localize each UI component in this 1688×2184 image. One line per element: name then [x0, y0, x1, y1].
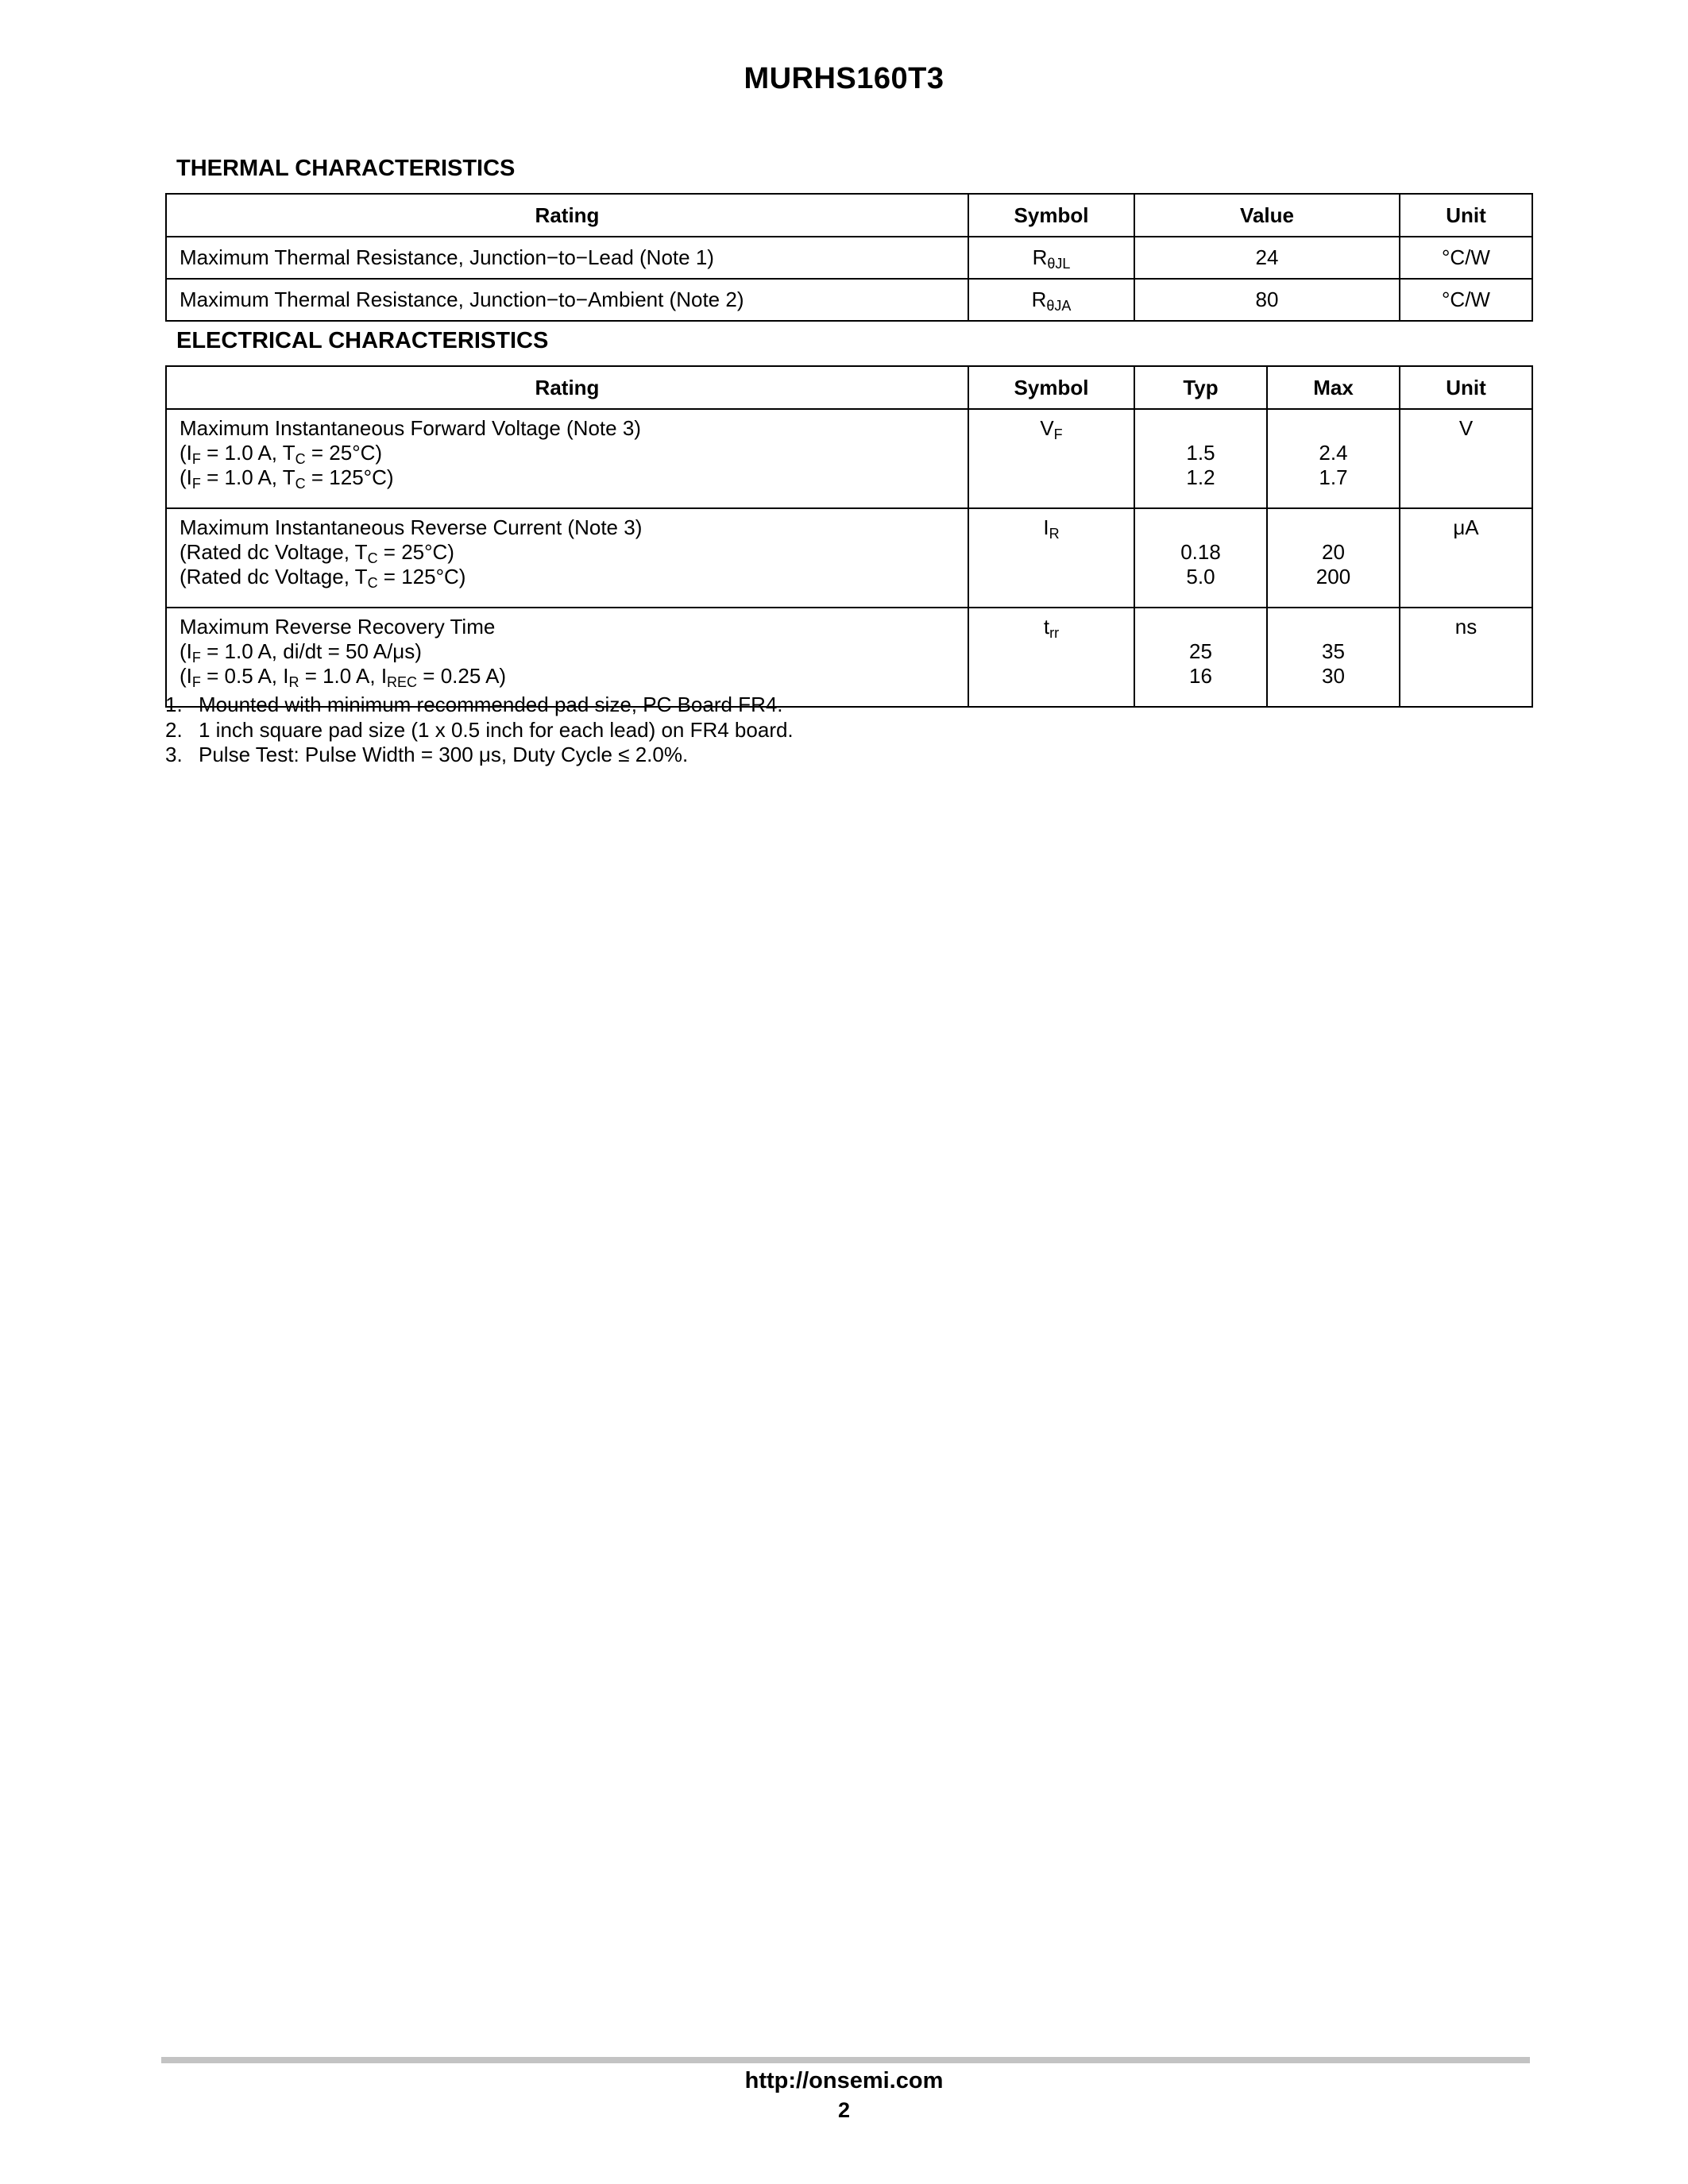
page-number: 2: [837, 2098, 851, 2122]
unit-cell: °C/W: [1400, 237, 1532, 279]
rating-title: Maximum Reverse Recovery Time: [180, 615, 496, 639]
note-text: Pulse Test: Pulse Width = 300 μs, Duty Cycle ≤ 2.0%.: [199, 743, 689, 766]
symbol-cell: $I_R$: [968, 508, 1134, 608]
header-rating: Rating: [166, 366, 968, 409]
max-cell: 20 200: [1267, 508, 1400, 608]
typ-cell: 0.18 5.0: [1134, 508, 1267, 608]
typ-cell: 1.5 1.2: [1134, 409, 1267, 508]
thermal-heading: THERMAL CHARACTERISTICS: [176, 156, 516, 181]
header-symbol: Symbol: [968, 366, 1134, 409]
symbol-cell: $R_{\theta JL}$: [968, 237, 1134, 279]
max-cell: 35 30: [1267, 608, 1400, 707]
list-item: [165, 743, 794, 768]
header-value: Value: [1134, 194, 1400, 237]
note-text: 1 inch square pad size (1 x 0.5 inch for each lead) on FR4 board.: [199, 717, 794, 742]
max-cell: 2.4 1.7: [1267, 409, 1400, 508]
note-number: 1.: [165, 693, 183, 716]
rating-condition: (Rated dc Voltage, $T_C = 25^\circ C$): [180, 540, 454, 566]
header-symbol: Symbol: [968, 194, 1134, 237]
header-typ: Typ: [1134, 366, 1267, 409]
note-number: 3.: [165, 743, 183, 766]
rating-condition: ($I_F = 0.5$ A, $I_R = 1.0$ A, $I_{REC} = 0.25$ A): [180, 664, 507, 690]
note-number: 2.: [165, 717, 183, 742]
electrical-heading: ELECTRICAL CHARACTERISTICS: [176, 328, 549, 353]
rating-condition: ($I_F = 1.0$ A, di/dt = 50 A/μs): [180, 639, 422, 666]
rating-condition: ($I_F = 1.0$ A, $T_C = 125^\circ C$): [180, 465, 394, 492]
value-cell: 24: [1134, 237, 1400, 279]
electrical-table: [165, 365, 1533, 708]
note-text: Mounted with minimum recommended pad size, PC Board FR4.: [199, 693, 783, 716]
table-row: [166, 279, 1532, 321]
table-row: [166, 237, 1532, 279]
list-item: [165, 693, 794, 718]
unit-cell: ns: [1400, 608, 1532, 707]
thermal-table: [165, 193, 1533, 322]
table-row: [166, 508, 1532, 608]
thermal-header-row: [166, 194, 1532, 237]
header-unit: Unit: [1400, 366, 1532, 409]
document-title: MURHS160T3: [744, 62, 944, 95]
rating-title: Maximum Instantaneous Forward Voltage (Note 3): [180, 416, 641, 440]
rating-title: Maximum Instantaneous Reverse Current (Note 3): [180, 515, 643, 539]
header-unit: Unit: [1400, 194, 1532, 237]
rating-condition: ($I_F = 1.0$ A, $T_C = 25^\circ C$): [180, 441, 383, 467]
rating-cell: [166, 409, 968, 508]
rating-condition: (Rated dc Voltage, $T_C = 125^\circ C$): [180, 565, 466, 591]
value-cell: 80: [1134, 279, 1400, 321]
symbol-cell: $V_F$: [968, 409, 1134, 508]
rating-cell: Maximum Thermal Resistance, Junction−to−Ambient (Note 2): [166, 279, 968, 321]
unit-cell: V: [1400, 409, 1532, 508]
footer-divider: [161, 2057, 1530, 2063]
symbol-cell: $t_{rr}$: [968, 608, 1134, 707]
list-item: [165, 718, 794, 743]
table-row: [166, 409, 1532, 508]
typ-cell: 25 16: [1134, 608, 1267, 707]
electrical-header-row: [166, 366, 1532, 409]
unit-cell: °C/W: [1400, 279, 1532, 321]
rating-cell: Maximum Thermal Resistance, Junction−to−Lead (Note 1): [166, 237, 968, 279]
header-max: Max: [1267, 366, 1400, 409]
unit-cell: μA: [1400, 508, 1532, 608]
footer-url: http://onsemi.com: [744, 2068, 944, 2093]
rating-cell: [166, 508, 968, 608]
header-rating: Rating: [166, 194, 968, 237]
notes-list: [165, 693, 794, 768]
symbol-cell: $R_{\theta JA}$: [968, 279, 1134, 321]
